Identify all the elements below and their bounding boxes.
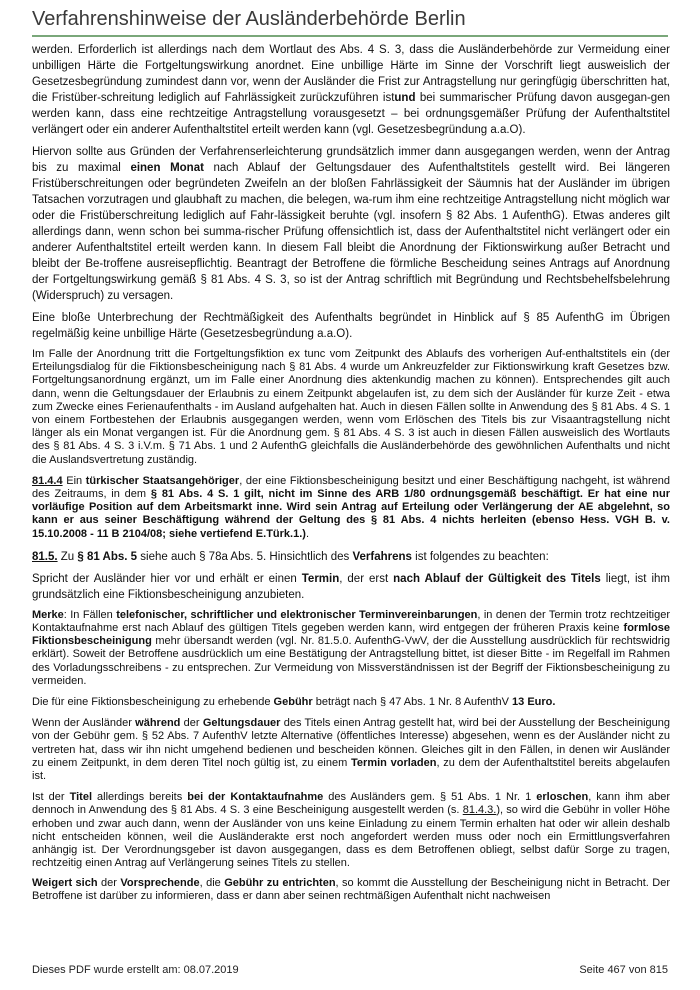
bold-text: 13 Euro. [512, 696, 556, 709]
text-run: nach Ablauf der Geltungsdauer des Aufenthaltstitels gestellt wird. Bei längeren Fristüberschreitungen oder begründeten Zweifeln an der bloßen Fahrlässigkeit der Säumnis hat der Ausländer im übrigen Tatsachen vorzutragen und glaubhaft zu machen, die belegen, wa-rum ihm eine rechtzeitige Antragstellung nicht möglich war oder die Fristüberschreitung lediglich auf Fahr-lässigkeit beruhte (vgl. insofern § 82 Abs. 1 AufenthG). Etwas anderes gilt allerdings dann, wenn schon bei summa-rischer Prüfung offensichtlich ist, dass der Aufenthaltstitel nicht verlängert oder ein anderer Aufenthaltstitel erteilt werden kann. In diesem Fall bleibt die Anordnung der Fiktionswirkung außer Betracht und bleibt der Be-troffene ausreisepflichtig. Beantragt der Betroffene die förmliche Bescheidung seines Antrags auf Anordnung der Fortgeltungswirkung gemäß § 81 Abs. 4 S. 3, so ist der Antrag schriftlich mit Begründung und Rechtsbehelfsbelehrung (Widerspruch) zu versagen. [32, 162, 670, 302]
bold-text: türkischer Staatsangehöriger [85, 474, 240, 487]
text-run: mehr übersandt werden (vgl. Nr. 81.5.0. AufenthG-VwV, der die Ausstellung ausdrücklich für rechtswidrig erklärt). Soweit der Betroffene ausdrücklich um eine Bestätigung der Antragstellung bittet, ist dieser Bitte - im Regelfall im Rahmen des Vorladungsschreibens - zu entsprechen. Zur Vermeidung von Missverständnissen ist der Begriff der Fiktionsbescheinigung zu vermeiden. [32, 635, 670, 687]
text-run: Eine bloße Unterbrechung der Rechtmäßigkeit des Aufenthalts begründet in Hinblick auf § 85 AufenthG im Übrigen regelmäßig keine unbillige Härte (Gesetzesbegründung a.a.O). [32, 312, 670, 340]
text-run: des Titels einen Antrag gestellt hat, wird bei der Ausstellung der Bescheinigung von der Gebühr gem. § 52 Abs. 7 AufenthV letzte Alternative (öffentliches Interesse) abgesehen, wenn es der Ausländer nicht zu vertreten hat, dass wir ihn nicht umgehend bedienen und bescheiden können. Gleiches gilt in den Fällen, in denen wir Ausländer zu einem Zeitpunkt, in dem deren Titel noch gültig ist, zu einem [32, 717, 671, 769]
paragraph [32, 609, 670, 688]
document-body [32, 42, 670, 909]
text-run: , der eine Fiktionsbescheinigung besitzt und einer Beschäftigung nachgeht, ist während des Zeitraums, in dem [32, 474, 670, 501]
paragraph [32, 348, 670, 467]
text-run: , in denen der Termin trotz rechtzeitiger Kontaktaufnahme erst nach Ablauf des gültigen Titels gegeben werden kann, wird entgegen der früheren Praxis keine [32, 608, 671, 635]
text-run: , der erst [339, 572, 394, 585]
bold-text: bei der Kontaktaufnahme [187, 791, 324, 804]
text-run: Zu [57, 550, 78, 563]
bold-text: während [135, 717, 181, 730]
text-run: Die für eine Fiktionsbescheinigung zu erhebende [32, 696, 274, 709]
bold-text: Vorsprechende [120, 876, 200, 889]
bold-text: Termin [301, 572, 340, 585]
bold-text: nach Ablauf der Gültigkeit des Titels [393, 572, 601, 585]
bold-text: § 81 Abs. 4 S. 1 gilt, nicht im Sinne des ARB 1/80 ordnungsgemäß beschäftigt. Er hat eine nur vorläufige Position auf dem Arbeitsmarkt inne. Wird sein Antrag auf Erteilung oder Verlängerung der AE abgelehnt, so kann er aus seiner Beschäftigung während der Geltung des § 81 Abs. 4 nichts herleiten (ebenso Hess. VGH B. v. 15.10.2008 - 11 B 2104/08; siehe vertiefend E.Türk.1.) [32, 488, 670, 540]
text-run: : In Fällen [63, 608, 117, 621]
text-run: , kann ihm aber dennoch in Anwendung des § 81 Abs. 4 S. 3 eine Bescheinigung ausgestellt werden (s. [32, 791, 670, 817]
text-run: Ist der [32, 791, 70, 804]
bold-text: einen Monat [130, 162, 204, 174]
bold-text: erloschen [536, 791, 589, 804]
paragraph [32, 475, 670, 541]
text-run: Im Falle der Anordnung tritt die Fortgeltungsfiktion ex tunc vom Zeitpunkt des Ablaufs des vorherigen Auf-enthaltstitels ein (der Erteilungsdialog für die Fiktionsbescheinigung nach § 81 Abs. 4 wurde um Ankreuzfelder zur Fiktionswirkung kraft Gesetzes bzw. Fortgeltungsanordnung ergänzt, um im Falle einer Anordnung dies aktenkundig machen zu können). Entsprechendes gilt auch dann, wenn die Geltungsdauer der Erlaubnis zu einem Zeitpunkt abgelaufen ist, zu dem sich der Ausländer für kurze Zeit - etwa zum Zwecke eines Ferienaufenthalts - im Ausland aufgehalten hat. Auch in diesen Fällen sollte in Anwendung des § 81 Abs. 4 S. 1 von einem Fortbestehen der Erlaubnis ausgegangen werden, wenn vom Erlöschen des Titels bis zur Visaantragstellung nicht länger als ein Monat vergangen ist. Für die Anordnung gem. § 81 Abs. 4 S. 3 ist auch in diesen Fällen ausweislich des Wortlauts des § 81 Abs. 4 S. 3 i.V.m. § 71 Abs. 1 und 2 AufenthG gleichfalls die Ausländerbehörde des gewöhnlichen Aufenthalts und nicht die Auslandsvertretung zuständig. [32, 348, 670, 466]
text-run: allerdings bereits [92, 791, 188, 804]
text-run: beträgt nach § 47 Abs. 1 Nr. 8 AufenthV [312, 696, 513, 709]
bold-text: telefonischer, schriftlicher und elektronischer Terminvereinbarungen [116, 608, 478, 621]
text-run: der [97, 876, 121, 889]
cross-reference-link[interactable]: 81.4.3. [462, 804, 497, 817]
section-reference-link[interactable]: 81.4.4 [32, 474, 63, 487]
paragraph [32, 791, 670, 870]
section-reference-link[interactable]: 81.5. [32, 550, 58, 563]
text-run: der [180, 717, 203, 730]
text-run: , die [199, 876, 225, 889]
bold-text: Termin vorladen [351, 756, 437, 769]
paragraph [32, 144, 670, 304]
paragraph [32, 717, 670, 783]
bold-text: und [394, 92, 416, 104]
paragraph [32, 549, 670, 565]
bold-text: Weigert sich [32, 876, 98, 889]
paragraph [32, 696, 670, 709]
paragraph [32, 877, 670, 903]
text-run: Ein [62, 474, 86, 487]
paragraph [32, 571, 670, 603]
text-run: ist folgendes zu beachten: [411, 550, 549, 563]
bold-text: Gebühr zu entrichten [224, 876, 336, 889]
bold-text: § 81 Abs. 5 [77, 550, 138, 563]
text-run: Wenn der Ausländer [32, 717, 136, 730]
text-run: siehe auch § 78a Abs. 5. Hinsichtlich des [137, 550, 353, 563]
text-run: werden. Erforderlich ist allerdings nach dem Wortlaut des Abs. 4 S. 3, dass die Ausländerbehörde zur Vermeidung einer unbilligen Härte die Fortgeltungswirkung anordnet. Eine unbillige Härte im Sinne der Vorschrift liegt ausweislich der Gesetzesbegründung zumindest dann vor, wenn der Ausländer die Frist zur Antragstellung nur geringfügig überschritten hat, die Fristüber-schreitung lediglich auf Fahrlässigkeit zurückzuführen ist [32, 44, 670, 104]
page-footer [32, 964, 668, 976]
text-run: . [305, 527, 309, 540]
page-header [32, 8, 668, 37]
document-title: Verfahrenshinweise der Ausländerbehörde Berlin [32, 8, 466, 30]
paragraph [32, 310, 670, 342]
text-run: Hiervon sollte aus Gründen der Verfahrenserleichterung grundsätzlich immer dann ausgegangen werden, wenn der Antrag bis zu maximal [32, 146, 670, 174]
bold-text: Gebühr [273, 696, 313, 709]
text-run: , zu dem der Aufenthaltstitel bereits abgelaufen ist. [32, 756, 670, 783]
creation-date: Dieses PDF wurde erstellt am: 08.07.2019 [32, 964, 239, 976]
bold-text: Geltungsdauer [202, 717, 281, 730]
page-number: Seite 467 von 815 [579, 964, 668, 976]
text-run: , so kommt die Ausstellung der Bescheinigung nicht in Betracht. Der Betroffene ist darüber zu informieren, dass er dann aber seinen rechtmäßigen Aufenthalt nicht nachweisen [32, 876, 670, 902]
text-run: ), so wird die Gebühr in voller Höhe erhoben und zwar auch dann, wenn der Ausländer von uns keine Einladung zu einem Termin erhalten hat oder wir allein deshalb nicht entscheiden können, weil die Ausländerakte erst noch angefordert werden muss oder noch ein Ermittlungsverfahren anhängig ist. Der Verordnungsgeber ist davon ausgegangen, dass es dem Betroffenen obliegt, selbst dafür Sorge zu tragen, rechtzeitig einen Antrag auf Verlängerung seines Titels zu stellen. [32, 804, 670, 870]
text-run: des Ausländers gem. § 51 Abs. 1 Nr. 1 [323, 791, 537, 804]
text-run: bei summarischer Prüfung davon ausgegan-gen werden kann, dass eine rechtzeitige Antragstellung vorausgesetzt – bei ordnungsgemäßer Prüfung der Aufenthaltstitel verlängert oder ein anderer Aufenthaltstitel erteilt werden kann (vgl. Gesetzesbegründung a.a.O). [32, 92, 670, 136]
bold-text: Verfahrens [352, 550, 412, 563]
paragraph [32, 42, 670, 138]
bold-text: Merke [32, 608, 64, 621]
bold-text: formlose Fiktionsbescheinigung [32, 622, 670, 648]
text-run: Spricht der Ausländer hier vor und erhält er einen [32, 572, 302, 585]
bold-text: Titel [69, 791, 93, 804]
text-run: liegt, ist ihm grundsätzlich eine Fiktionsbescheinigung anzubieten. [32, 572, 670, 601]
